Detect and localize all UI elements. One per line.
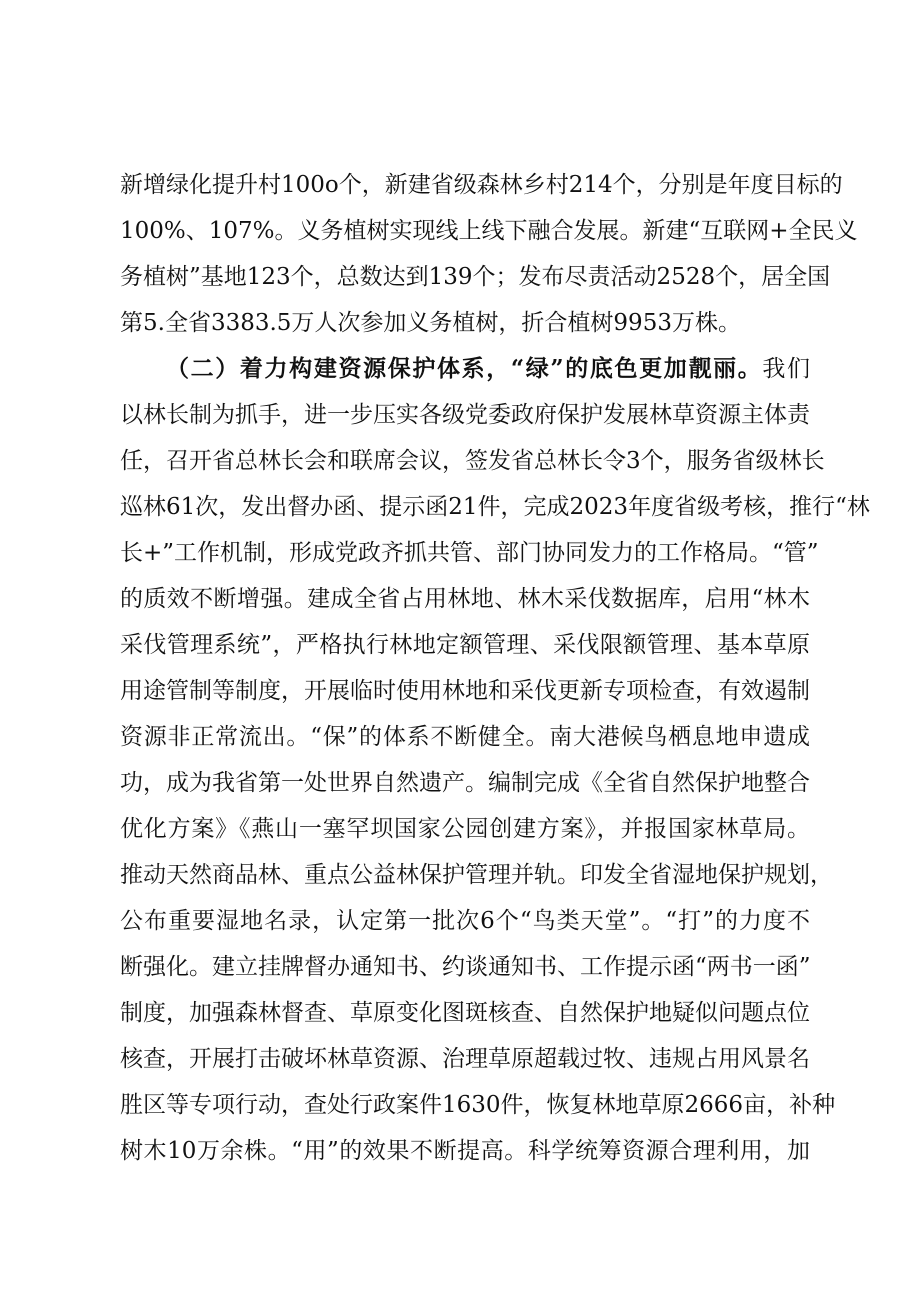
paragraph-line: 资源非正常流出。“保”的体系不断健全。南大港候鸟栖息地申遗成 bbox=[120, 724, 810, 750]
paragraph-line: 第5.全省3383.5万人次参加义务植树，折合植树9953万株。 bbox=[120, 310, 741, 336]
section-heading-continuation: 我们 bbox=[762, 356, 810, 382]
paragraph-line: 核查，开展打击破坏林草资源、治理草原超载过牧、违规占用风景名 bbox=[120, 1046, 810, 1072]
paragraph-line: 断强化。建立挂牌督办通知书、约谈通知书、工作提示函“两书一函” bbox=[120, 954, 811, 980]
paragraph-line: 新增绿化提升村100o个，新建省级森林乡村214个，分别是年度目标的 bbox=[120, 172, 843, 198]
paragraph-line: 制度，加强森林督查、草原变化图斑核查、自然保护地疑似问题点位 bbox=[120, 1000, 810, 1026]
paragraph-line: 功，成为我省第一处世界自然遗产。编制完成《全省自然保护地整合 bbox=[120, 770, 810, 796]
paragraph-line: 任，召开省总林长会和联席会议，签发省总林长令3个，服务省级林长 bbox=[120, 448, 825, 474]
paragraph-line: 树木10万余株。“用”的效果不断提高。科学统筹资源合理利用，加 bbox=[120, 1138, 810, 1164]
paragraph-line: 采伐管理系统”，严格执行林地定额管理、采伐限额管理、基本草原 bbox=[120, 632, 810, 658]
paragraph-line: 公布重要湿地名录，认定第一批次6个“鸟类天堂”。“打”的力度不 bbox=[120, 908, 810, 934]
paragraph-line: 长+”工作机制，形成党政齐抓共管、部门协同发力的工作格局。“管” bbox=[120, 540, 819, 566]
document-body bbox=[120, 162, 870, 1174]
paragraph-line: 巡林61次，发出督办函、提示函21件，完成2023年度省级考核，推行“林 bbox=[120, 494, 870, 520]
paragraph-line: 务植树”基地123个，总数达到139个；发布尽责活动2528个，居全国 bbox=[120, 264, 831, 290]
paragraph-line: 优化方案》《燕山一塞罕坝国家公园创建方案》，并报国家林草局。 bbox=[120, 816, 810, 842]
paragraph-line: 推动天然商品林、重点公益林保护管理并轨。印发全省湿地保护规划， bbox=[120, 862, 833, 888]
paragraph-line: 用途管制等制度，开展临时使用林地和采伐更新专项检查，有效遏制 bbox=[120, 678, 810, 704]
paragraph-line: 100%、107%。义务植树实现线上线下融合发展。新建“互联网+全民义 bbox=[120, 218, 858, 244]
paragraph-line: 的质效不断增强。建成全省占用林地、林木采伐数据库，启用“林木 bbox=[120, 586, 810, 612]
paragraph-line: 以林长制为抓手，进一步压实各级党委政府保护发展林草资源主体责 bbox=[120, 402, 810, 428]
section-heading-line bbox=[120, 346, 810, 392]
paragraph-line: 胜区等专项行动，查处行政案件1630件，恢复林地草原2666亩，补种 bbox=[120, 1092, 836, 1118]
section-heading: （二）着力构建资源保护体系，“绿”的底色更加靓丽。 bbox=[166, 355, 763, 382]
